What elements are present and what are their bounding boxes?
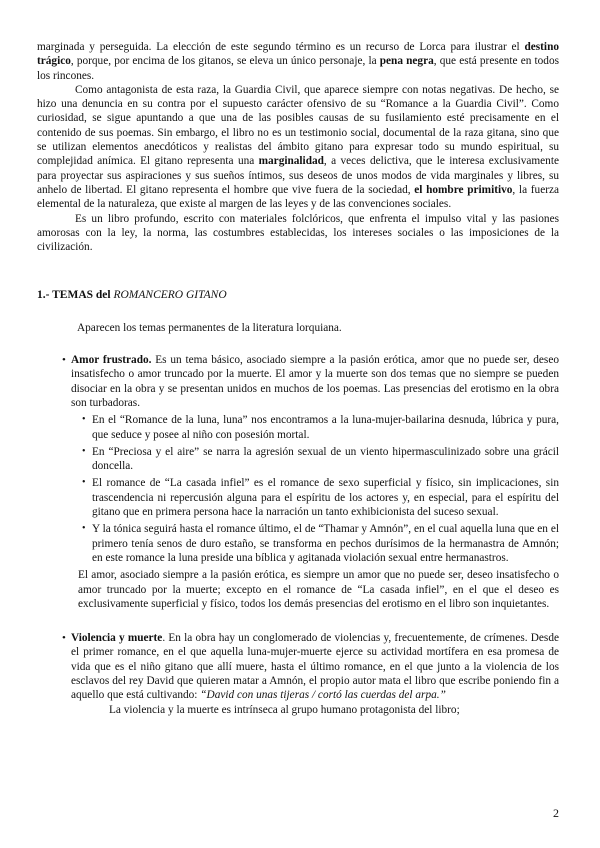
quote-text: “David con unas tijeras / cortó las cuerdas del arpa.” (200, 689, 446, 702)
theme-amor-frustrado (62, 353, 559, 611)
list-item-text: En el “Romance de la luna, luna” nos encontramos a la luna-mujer-bailarina desnuda, lúbrica y pura, que seduce y posee al niño con posesión mortal. (92, 414, 559, 441)
list-item (82, 522, 559, 565)
text-run: , la fuerza elemental de la naturaleza, que existe al margen de las leyes y de las convenciones sociales. (37, 183, 559, 211)
theme-title: Violencia y muerte (71, 632, 163, 645)
page-number: 2 (553, 806, 559, 820)
text-run: , a veces delictiva, que le interesa exclusivamente para proyectar sus aspiraciones y sus sueños íntimos, sus deseos de unos modos de vida marginales y libres, su anhelo de libertad. El gitano representa el hombre que vive fuera de la sociedad, (37, 155, 559, 196)
bold-term-marginalidad: marginalidad (258, 155, 324, 168)
bullet-icon: • (82, 523, 86, 535)
bold-term-destino-tragico: destino trágico (37, 41, 559, 68)
section-heading-label: 1.- TEMAS del (37, 289, 114, 302)
list-item-text: En “Preciosa y el aire” se narra la agresión sexual de un viento hipermasculinizado sobre una grácil doncella. (92, 445, 559, 473)
list-item (82, 445, 559, 474)
theme-paragraph: La violencia y la muerte es intrínseca al grupo humano protagonista del libro; (109, 703, 460, 716)
bullet-icon: • (62, 354, 66, 367)
bullet-icon: • (82, 445, 86, 457)
text-run: Como antagonista de esta raza, la Guardia Civil, que aparece siempre con notas negativas. De hecho, se hizo una denuncia en su contra por el supuesto carácter ofensivo de su “Romance a la Guardia Civil”. Como curiosidad, se sigue apuntando a que una de las posibles causas de su fusilamiento esté precisamente en el contenido de sus poemas. Sin embargo, el libro no es un testimonio social, documental de la raza gitana, sino que se utilizan elementos anecdóticos y realistas del ámbito gitano para expresar todo su mundo espiritual, su complejidad anímica. El gitano representa una (37, 83, 559, 168)
paragraph-guardia-civil (37, 83, 559, 212)
section-intro: Aparecen los temas permanentes de la literatura lorquiana. (77, 321, 342, 334)
list-item (82, 476, 559, 519)
list-item-text: Y la tónica seguirá hasta el romance último, el de “Thamar y Amnón”, en el cual aquella luna que en el primero tenía senos de duro estaño, se transforma en pechos durísimos de la hermanastra de Amnón; en este romance la luna preside una bíblica y agitanada violación sexual entre hermanastros. (92, 523, 559, 564)
bold-term-pena-negra: pena negra (379, 55, 434, 68)
text-run: , que está presente en todos los rincones. (37, 55, 559, 82)
theme-paragraph (71, 631, 559, 702)
theme-paragraph (71, 353, 559, 410)
text-run: Es un tema básico, asociado siempre a la pasión erótica, amor que no puede ser, deseo insatisfecho o amor truncado por la muerte. El amor y la muerte son dos temas que no siempre se pueden disociar en la obra y se presentan unidos en muchos de los poemas. Las presencias del erotismo en la obra son turbadoras. (71, 354, 559, 409)
paragraph-marginada (37, 40, 559, 83)
list-item (82, 413, 559, 442)
bullet-icon: • (62, 632, 66, 645)
section-heading (37, 288, 559, 302)
text-run: . En la obra hay un conglomerado de violencias y, frecuentemente, de crímenes. Desde el primer romance, en el que aquella luna-mujer-muerte ejerce su actividad mortífera en esa promesa de vida que es el niño gitano que allí muere, hasta el último romance, en el que junto a la violencia de los esclavos del rey David que quieren matar a Amnón, el propio autor mata el libro que escribe poniendo fin a aquello que está cultivando: (71, 632, 559, 702)
bold-term-hombre-primitivo: el hombre primitivo (414, 183, 513, 196)
list-item-text: El romance de “La casada infiel” es el romance de sexo superficial y físico, sin implicaciones, sin trascendencia ni repercusión alguna para el espíritu de los actores y, en especial, para el espíritu del gitano que en primera persona hace la narración un tanto exhibicionista del suceso sexual. (92, 477, 559, 519)
text-run: marginada y perseguida. La elección de este segundo término es un recurso de Lorca para ilustrar el (37, 41, 525, 53)
section-heading-title: ROMANCERO GITANO (113, 289, 227, 302)
bullet-icon: • (82, 477, 86, 489)
text-run: , porque, por encima de los gitanos, se eleva un único personaje, la (70, 55, 380, 68)
theme-violencia-y-muerte (62, 631, 559, 717)
theme-closing: El amor, asociado siempre a la pasión erótica, es siempre un amor que no puede ser, deseo insatisfecho o amor truncado por la muerte; excepto en el romance de “La casada infiel”, en el que el deseo es exclusivamente superficial y físico, todos los demás presencias del erotismo en el libro son inquietantes. (78, 569, 559, 610)
paragraph-libro-profundo: Es un libro profundo, escrito con materiales folclóricos, que enfrenta el impulso vital y las pasiones amorosas con la ley, la norma, las costumbres establecidas, los intereses sociales o las imposiciones de la civilización. (37, 212, 559, 254)
theme-title: Amor frustrado. (71, 354, 152, 367)
bullet-icon: • (82, 414, 86, 426)
document-page (37, 40, 559, 717)
